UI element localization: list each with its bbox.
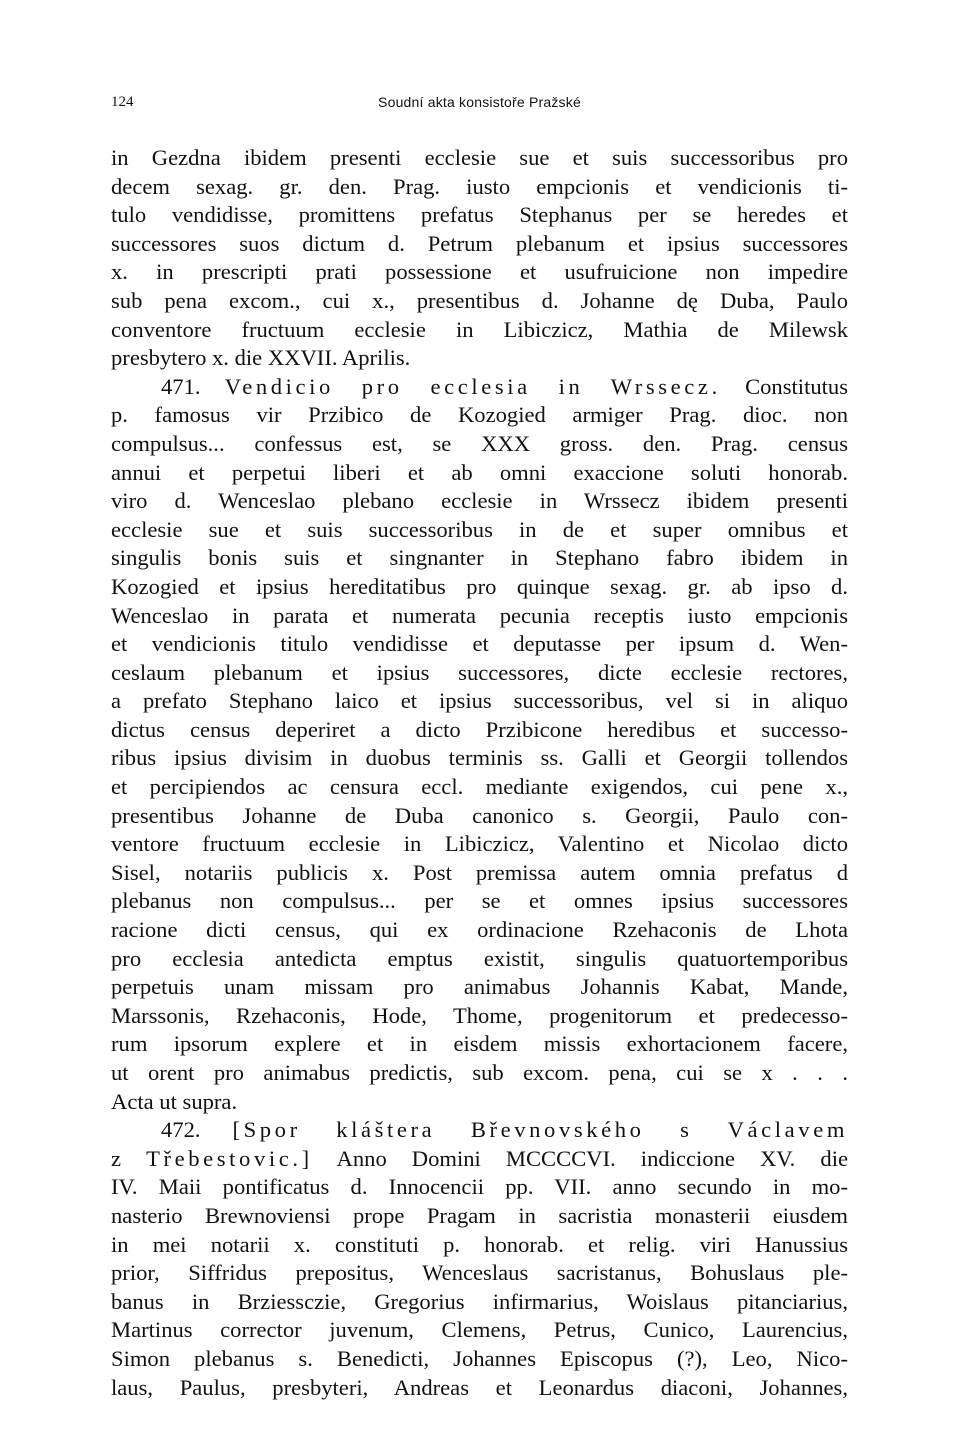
text-line: decem sexag. gr. den. Prag. iusto empcionis et vendicionis ti- [111,173,848,199]
text-line: a prefato Stephano laico et ipsius successoribus, vel si in aliquo [111,688,848,714]
running-title: Soudní akta konsistoře Pražské [378,94,581,110]
text-line: laus, Paulus, presbyteri, Andreas et Leonardus diaconi, Johannes, [111,1374,848,1400]
entry-number: 472. [161,1117,201,1143]
text-line: et vendicionis titulo vendidisse et deputasse per ipsum d. Wen- [111,631,848,657]
text-line: ceslaum plebanum et ipsius successores, dicte ecclesie rectores, [111,659,848,685]
text-line: et percipiendos ac censura eccl. mediante exigendos, cui pene x., [111,774,848,800]
text-line: Martinus corrector juvenum, Clemens, Petrus, Cunico, Laurencius, [111,1317,848,1343]
entry-number: 471. [161,373,201,399]
text-line: presbytero x. die XXVII. Aprilis. [111,345,411,371]
text-line: Acta ut supra. [111,1088,238,1114]
text-line: plebanus non compulsus... per se et omnes ipsius successores [111,888,848,914]
text-line: prior, Siffridus prepositus, Wenceslaus sacristanus, Bohuslaus ple- [111,1260,848,1286]
text-line: perpetuis unam missam pro animabus Johannis Kabat, Mande, [111,974,848,1000]
entry-472-heading-line [111,1116,848,1145]
text-line: Sisel, notariis publicis x. Post premissa autem omnia prefatus d [111,859,848,885]
text-line: Marssonis, Rzehaconis, Hode, Thome, progenitorum et predecesso- [111,1002,848,1028]
text-line: banus in Brziessczie, Gregorius infirmarius, Woislaus pitanciarius, [111,1288,848,1314]
text-line: tulo vendidisse, promittens prefatus Stephanus per se heredes et [111,202,848,228]
text-line: Kozogied et ipsius hereditatibus pro quinque sexag. gr. ab ipso d. [111,573,848,599]
text-line: ribus ipsius divisim in duobus terminis ss. Galli et Georgii tollendos [111,745,848,771]
entry-title: Třebestovic.] [146,1145,313,1171]
text-line: compulsus... confessus est, se XXX gross. den. Prag. census [111,430,848,456]
text-line: ventore fructuum ecclesie in Libiczicz, Valentino et Nicolao dicto [111,831,848,857]
text-line: singulis bonis suis et singnanter in Stephano fabro ibidem in [111,545,848,571]
text-line: x. in prescripti prati possessione et usufruicione non impedire [111,259,848,285]
text-line: pro ecclesia antedicta emptus existit, singulis quatuortemporibus [111,945,848,971]
text-line: dictus census deperiret a dicto Przibicone heredibus et successo- [111,716,848,742]
text-line: presentibus Johanne de Duba canonico s. Georgii, Paulo con- [111,802,848,828]
text-line: IV. Maii pontificatus d. Innocencii pp. VII. anno secundo in mo- [111,1174,848,1200]
text-line: rum ipsorum explere et in eisdem missis exhortacionem facere, [111,1031,848,1057]
entry-text: Constitutus [745,373,849,399]
entry-text: z [111,1145,122,1171]
text-line: Wenceslao in parata et numerata pecunia receptis iusto empcionis [111,602,848,628]
entry-471-heading-line [111,373,848,402]
text-line: successores suos dictum d. Petrum plebanum et ipsius successores [111,230,848,256]
text-line: sub pena excom., cui x., presentibus d. Johanne dę Duba, Paulo [111,287,848,313]
running-head [111,94,848,114]
text-line: annui et perpetui liberi et ab omni exaccione soluti honorab. [111,459,848,485]
text-line: in mei notarii x. constituti p. honorab. et relig. viri Hanussius [111,1231,848,1257]
text-line: p. famosus vir Przibico de Kozogied armiger Prag. dioc. non [111,402,848,428]
text-line: nasterio Brewnoviensi prope Pragam in sacristia monasterii eiusdem [111,1202,848,1228]
entry-472-title-continuation [111,1145,848,1174]
page-number: 124 [111,94,134,110]
text-line: ecclesie sue et suis successoribus in de et super omnibus et [111,516,848,542]
entry-title: [Spor kláštera Břevnovského s Václavem [232,1117,848,1143]
text-line: ut orent pro animabus predictis, sub excom. pena, cui se x . . . [111,1060,848,1085]
entry-title: Vendicio pro ecclesia in Wrssecz. [224,373,721,399]
text-line: Simon plebanus s. Benedicti, Johannes Episcopus (?), Leo, Nico- [111,1345,848,1371]
body-text [111,144,848,1402]
text-line: in Gezdna ibidem presenti ecclesie sue et suis successoribus pro [111,145,848,170]
text-line: conventore fructuum ecclesie in Libiczicz, Mathia de Milewsk [111,316,848,342]
entry-text: Anno Domini MCCCCVI. indiccione XV. die [336,1145,848,1171]
text-line: viro d. Wenceslao plebano ecclesie in Wrssecz ibidem presenti [111,488,848,514]
text-line: racione dicti census, qui ex ordinacione Rzehaconis de Lhota [111,917,848,943]
